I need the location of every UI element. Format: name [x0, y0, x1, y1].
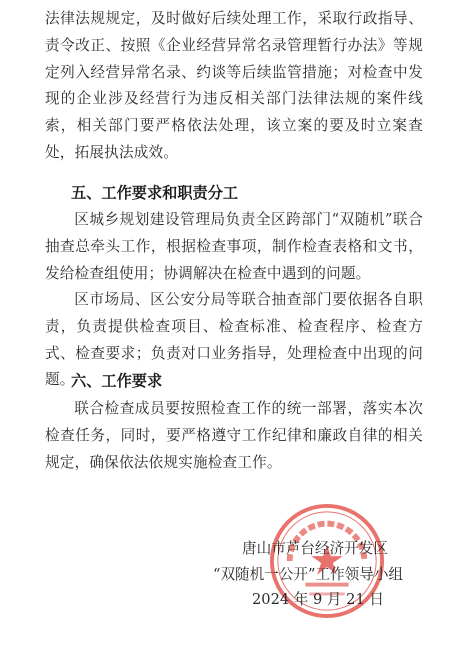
body-paragraph-enforcement: 法律法规规定，及时做好后续处理工作，采取行政指导、责令改正、按照《企业经营异常名录管理暂行办法》等规定列入经营异常名录、约谈等后续监管措施；对检查中发现的企业涉及经营行为违反相关部门法律法规的案件线索，相关部门要严格依法处理，该立案的要及时立案查处，拓展执法成效。	[45, 10, 423, 161]
body-paragraph-lead-dept: 区城乡规划建设管理局负责全区跨部门“双随机”联合抽查总牵头工作，根据检查事项，制作检查表格和文书，发给检查组使用；协调解决在检查中遇到的问题。	[45, 211, 423, 282]
body-paragraph-discipline: 联合检查成员要按照检查工作的统一部署，落实本次检查任务，同时，要严格遵守工作纪律和廉政自律的相关规定，确保依法依规实施检查工作。	[45, 400, 423, 471]
signature-org: 唐山市芦台经济开发区	[242, 540, 388, 557]
body-paragraph-joint-depts: 区市场局、区公安分局等联合抽查部门要依据各自职责，负责提供检查项目、检查标准、检查程序、检查方式、检查要求；负责对口业务指导，处理检查中出现的问题。	[45, 291, 423, 389]
section-heading-5: 五、工作要求和职责分工	[71, 184, 239, 202]
signature-group: “双随机一公开”工作领导小组	[213, 566, 404, 583]
section-heading-6: 六、工作要求	[71, 372, 163, 390]
signature-date: 2024 年 9 月 21 日	[252, 591, 384, 608]
